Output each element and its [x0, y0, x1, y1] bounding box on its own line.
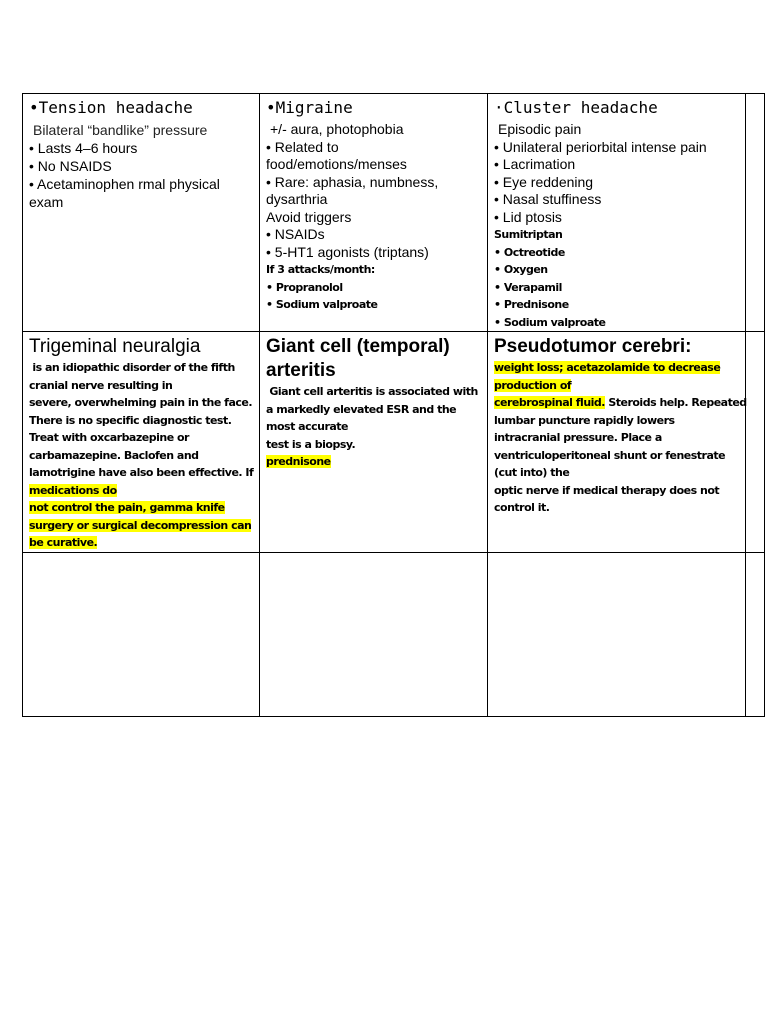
cluster-bold-line: • Verapamil: [494, 280, 562, 294]
trigeminal-line: cranial nerve resulting in: [29, 378, 173, 392]
migraine-line: • 5-HT1 agonists (triptans): [266, 243, 429, 260]
migraine-line: +/- aura, photophobia: [270, 121, 404, 137]
trigeminal-highlight: not control the pain, gamma knife: [29, 501, 225, 514]
migraine-line: • Related to: [266, 138, 339, 155]
tension-line: • Acetaminophen rmal physical: [29, 176, 220, 192]
notes-table: [22, 93, 765, 717]
trigeminal-highlight: surgery or surgical decompression can: [29, 518, 252, 532]
cluster-bold-line: • Prednisone: [494, 298, 569, 311]
empty-cell: [746, 332, 765, 553]
migraine-cell: [260, 94, 488, 332]
pseudotumor-highlight: production of: [494, 378, 572, 392]
giant-cell-line: test is a biopsy.: [266, 437, 356, 451]
pseudotumor-cerebri-cell: [488, 332, 746, 553]
pseudotumor-line: lumbar puncture rapidly lowers: [494, 413, 675, 427]
cluster-bold-line: • Octreotide: [494, 245, 565, 259]
giant-cell-line: Giant cell arteritis is associated with: [266, 385, 478, 398]
cluster-line: • Lacrimation: [494, 156, 576, 172]
migraine-line: dysarthria: [266, 191, 328, 207]
cluster-line: • Nasal stuffiness: [494, 191, 602, 207]
giant-cell-line: most accurate: [266, 420, 349, 433]
pseudotumor-line: optic nerve if medical therapy does not: [494, 483, 720, 497]
cluster-line: • Eye reddening: [494, 173, 594, 190]
trigeminal-highlight: medications do: [29, 483, 117, 497]
giant-cell-highlight: prednisone: [266, 455, 331, 468]
trigeminal-title: Trigeminal neuralgia: [29, 336, 201, 357]
cluster-line: Episodic pain: [498, 121, 582, 137]
migraine-bold-line: • Sodium valproate: [266, 298, 378, 311]
migraine-bold-line: If 3 attacks/month:: [266, 263, 375, 276]
empty-cell: [260, 552, 488, 716]
tension-line: • Lasts 4–6 hours: [29, 140, 138, 156]
cluster-title: ·Cluster headache: [494, 98, 658, 117]
migraine-line: • NSAIDs: [266, 226, 325, 242]
trigeminal-line: carbamazepine. Baclofen and: [29, 448, 199, 462]
migraine-line: • Rare: aphasia, numbness,: [266, 173, 439, 190]
pseudotumor-line: ventriculoperitoneal shunt or fenestrate: [494, 448, 726, 462]
tension-line: • No NSAIDS: [29, 158, 112, 174]
pseudotumor-line: intracranial pressure. Place a: [494, 431, 662, 444]
giant-cell-title-line2: arteritis: [266, 360, 336, 381]
trigeminal-line: is an idiopathic disorder of the fifth: [29, 361, 235, 374]
cluster-line: • Unilateral periorbital intense pain: [494, 138, 707, 155]
tension-line: Bilateral “bandlike” pressure: [33, 122, 208, 138]
tension-headache-cell: [23, 94, 260, 332]
table-row: [23, 552, 765, 716]
cluster-bold-line: • Sodium valproate: [494, 315, 606, 329]
pseudotumor-after-highlight: Steroids help. Repeated: [604, 396, 747, 409]
trigeminal-neuralgia-cell: [23, 332, 260, 553]
migraine-line: Avoid triggers: [266, 208, 352, 225]
tension-title: •Tension headache: [29, 98, 193, 117]
table-row: [23, 332, 765, 553]
table-row: [23, 94, 765, 332]
giant-cell-title: Giant cell (temporal): [266, 336, 450, 357]
cluster-headache-cell: [488, 94, 746, 332]
cluster-line: • Lid ptosis: [494, 208, 562, 225]
pseudotumor-line: (cut into) the: [494, 466, 570, 479]
pseudotumor-highlight: weight loss; acetazolamide to decrease: [494, 361, 721, 374]
empty-cell: [488, 552, 746, 716]
tension-line: exam: [29, 194, 64, 210]
empty-cell: [746, 552, 765, 716]
empty-cell: [746, 94, 765, 332]
cluster-bold-line: • Oxygen: [494, 263, 548, 276]
cluster-bold-line: Sumitriptan: [494, 228, 563, 241]
trigeminal-line: severe, overwhelming pain in the face.: [29, 396, 253, 409]
migraine-line: food/emotions/menses: [266, 156, 407, 172]
trigeminal-line: Treat with oxcarbazepine or: [29, 431, 189, 444]
trigeminal-line: lamotrigine have also been effective. If: [29, 466, 254, 479]
empty-cell: [23, 552, 260, 716]
pseudotumor-line: control it.: [494, 501, 550, 514]
trigeminal-highlight: be curative.: [29, 536, 98, 549]
migraine-bold-line: • Propranolol: [266, 280, 343, 294]
giant-cell-arteritis-cell: [260, 332, 488, 553]
pseudotumor-highlight: cerebrospinal fluid.: [494, 396, 605, 409]
pseudotumor-title: Pseudotumor cerebri:: [494, 336, 692, 357]
trigeminal-line: There is no specific diagnostic test.: [29, 413, 232, 427]
migraine-title: •Migraine: [266, 98, 353, 117]
giant-cell-line: a markedly elevated ESR and the: [266, 402, 457, 416]
